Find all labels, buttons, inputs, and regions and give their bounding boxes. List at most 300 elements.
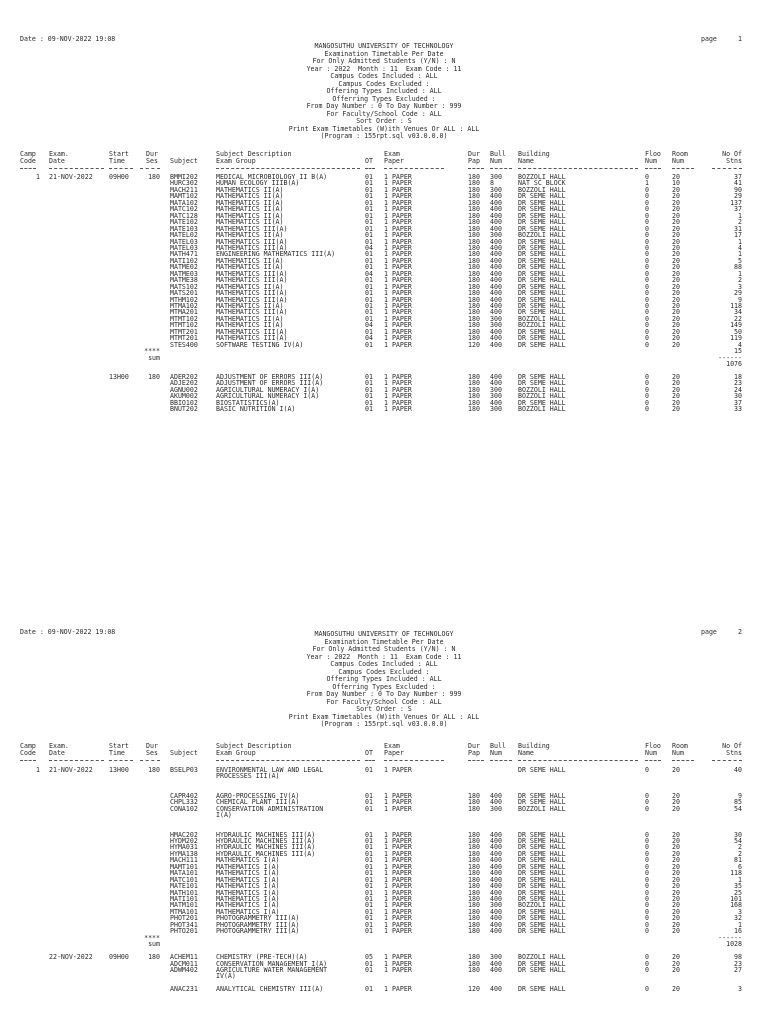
cell-floor: 0 [645,308,649,317]
cell-floor: 0 [645,243,649,252]
cell-bname: DR SEME HALL [518,192,566,201]
cell-pap: 180 [468,198,480,207]
cell-bnum: 300 [490,321,502,330]
cell-paper: 1 PAPER [384,830,412,839]
cell-bnum: 400 [490,985,502,994]
cell-ses: **** [144,933,160,942]
cell-paper: 1 PAPER [384,798,412,807]
cell-ot: 01 [365,398,373,407]
cell-bnum: 400 [490,256,502,265]
cell-floor: 0 [645,302,649,310]
cell-stns: 54 [734,836,742,845]
column-header: Time [109,749,125,757]
cell-paper: 1 PAPER [384,211,412,220]
column-header: Bull [490,742,506,750]
cell-room: 20 [672,965,680,974]
cell-pap: 180 [468,888,480,897]
header-line: Offerring Types Excluded : [332,682,436,691]
cell-floor: 0 [645,276,649,285]
cell-room: 20 [672,907,680,916]
cell-desc: HYDRAULIC MACHINES III(A) [216,843,316,852]
header-separator [384,168,444,169]
cell-paper: 1 PAPER [384,914,412,923]
cell-pap: 180 [468,327,480,336]
cell-bnum: 300 [490,185,502,194]
cell-bname: DR SEME HALL [518,198,566,207]
cell-stns: 1 [738,875,742,884]
cell-subj: ADWM402 [170,965,198,974]
cell-pap: 180 [468,372,480,381]
column-header: Paper [384,157,404,165]
header-separator [672,760,694,761]
cell-floor: 0 [645,901,649,910]
cell-desc: ENGINEERING MATHEMATICS III(A) [216,250,336,259]
cell-bnum: 400 [490,849,502,858]
cell-paper: 1 PAPER [384,901,412,910]
cell-pap: 180 [468,798,480,807]
cell-ot: 01 [365,798,373,807]
cell-floor: 0 [645,185,649,194]
cell-bname: BOZZOLI HALL [518,385,566,394]
column-header: Ses [146,157,158,165]
cell-ot: 01 [365,282,373,291]
cell-desc: MATHEMATICS III(A) [216,334,288,343]
cell-ot: 01 [365,920,373,929]
cell-desc: HYDRAULIC MACHINES III(A) [216,836,316,845]
cell-bnum: 300 [490,901,502,910]
header-separator [20,168,36,169]
cell-pap: 180 [468,211,480,220]
cell-pap: 180 [468,314,480,323]
cell-floor: 0 [645,211,649,220]
cell-room: 20 [672,205,680,214]
cell-desc: AGRICULTURE WATER MANAGEMENT [216,965,328,974]
cell-camp: 1 [36,173,40,181]
column-header: No Of [722,150,742,158]
cell-bnum: 400 [490,192,502,201]
cell-subj: ANAC231 [170,985,198,994]
cell-stns: 98 [734,953,742,962]
cell-bname: DR SEME HALL [518,914,566,923]
cell-bnum: 400 [490,237,502,246]
column-header: Subject [170,157,198,165]
cell-subj: PHTO201 [170,927,198,936]
cell-desc: MATHEMATICS III(A) [216,308,288,317]
cell-stns: 37 [734,398,742,407]
cell-floor: 0 [645,198,649,207]
cell-bnum: 400 [490,869,502,878]
cell-room: 20 [672,862,680,871]
cell-stns: 119 [730,334,742,343]
header-line: Examination Timetable Per Date [324,637,444,646]
cell-room: 20 [672,314,680,323]
cell-paper: 1 PAPER [384,379,412,388]
cell-desc: ADJUSTMENT OF ERRORS III(A) [216,379,324,388]
column-header: Ses [146,749,158,757]
cell-desc: CHEMISTRY (PRE-TECH)(A) [216,953,308,962]
cell-pap: 180 [468,392,480,401]
cell-pap: 180 [468,836,480,845]
cell-stns: 3 [738,985,742,994]
cell-paper: 1 PAPER [384,218,412,227]
cell-stns: 9 [738,295,742,304]
cell-desc: MATHEMATICS II(A) [216,231,284,240]
cell-subj: HMAC202 [170,830,198,839]
cell-floor: 0 [645,849,649,858]
header-separator [109,168,133,169]
cell-subj: BSELP03 [170,766,198,774]
cell-ot: 01 [365,198,373,207]
column-header: No Of [722,742,742,750]
cell-bnum: 400 [490,340,502,349]
header-line: Year : 2022 Month : 11 Exam Code : 11 [306,64,462,73]
column-headers [0,743,768,765]
cell-floor: 0 [645,888,649,897]
cell-floor: 0 [645,882,649,891]
cell-subj: MATE102 [170,218,198,227]
cell-room: 20 [672,856,680,865]
cell-bnum: 400 [490,334,502,343]
cell-bname: DR SEME HALL [518,276,566,285]
cell-stns: 25 [734,888,742,897]
cell-room: 20 [672,276,680,285]
cell-desc: CONSERVATION MANAGEMENT I(A) [216,959,328,968]
cell-desc: AGRICULTURAL NUMERACY I(A) [216,385,320,394]
cell-ot: 01 [365,211,373,220]
cell-pap: 180 [468,379,480,388]
column-header: Exam [384,742,400,750]
cell-bnum: 400 [490,243,502,252]
cell-bnum: 400 [490,327,502,336]
cell-bnum: 400 [490,250,502,259]
cell-subj: HYDM202 [170,836,198,845]
cell-ses: **** [144,347,160,356]
cell-desc: BIOSTATISTICS(A) [216,398,280,407]
cell-time: 09H00 [109,173,129,181]
cell-bname: DR SEME HALL [518,791,566,800]
cell-bname: DR SEME HALL [518,895,566,903]
cell-subj: MATM101 [170,901,198,910]
header-separator [49,760,104,761]
cell-bnum: 300 [490,392,502,401]
cell-date: 21-NOV-2022 [49,766,93,774]
cell-bnum: 400 [490,888,502,897]
cell-subj: MATA101 [170,869,198,878]
cell-ot: 01 [365,836,373,845]
cell-paper: 1 PAPER [384,276,412,285]
column-header: Name [518,157,534,165]
column-header: Date [49,749,65,757]
cell-subj: MATI102 [170,256,198,265]
cell-pap: 180 [468,882,480,891]
cell-subj: MTMT102 [170,314,198,323]
cell-pap: 180 [468,302,480,310]
cell-stns: 40 [734,766,742,774]
column-header: Exam [384,150,400,158]
cell-pap: 180 [468,308,480,317]
cell-stns: 118 [730,869,742,878]
cell-stns: 2 [738,849,742,858]
cell-room: 20 [672,953,680,962]
header-line: For Faculty/School Code : ALL [326,697,442,706]
cell-desc: MATHEMATICS III(A) [216,269,288,278]
column-header: Dur [468,742,480,750]
cell-ot: 01 [365,276,373,285]
header-line: For Only Admitted Students (Y/N) : N [312,57,456,65]
cell-ot: 01 [365,179,373,188]
cell-bname: DR SEME HALL [518,372,566,381]
cell-room: 10 [672,179,680,188]
cell-bname: BOZZOLI HALL [518,804,566,813]
cell-paper: 1 PAPER [384,314,412,323]
cell-stns: 18 [734,372,742,381]
column-header: Num [672,749,684,757]
cell-floor: 0 [645,953,649,962]
cell-stns: 2 [738,843,742,852]
cell-stns: 30 [734,392,742,401]
cell-subj: MTMT201 [170,327,198,336]
cell-room: 20 [672,888,680,897]
cell-stns: 15 [734,347,742,356]
column-header: Start [109,150,129,158]
cell-bname: DR SEME HALL [518,224,566,233]
cell-bname: BOZZOLI HALL [518,185,566,194]
cell-stns: 1028 [726,940,742,949]
header-line: Offering Types Included : ALL [326,87,442,95]
cell-ot: 04 [365,321,373,330]
cell-pap: 180 [468,862,480,871]
cell-bname: DR SEME HALL [518,869,566,878]
cell-pap: 180 [468,276,480,285]
cell-stns: 23 [734,379,742,388]
cell-paper: 1 PAPER [384,766,412,774]
cell-floor: 0 [645,231,649,240]
cell-ses: 180 [148,372,160,381]
cell-room: 20 [672,231,680,240]
cell-paper: 1 PAPER [384,327,412,336]
cell-floor: 0 [645,340,649,349]
cell-bname: BOZZOLI HALL [518,953,566,962]
column-header: Dur [468,150,480,158]
cell-pap: 180 [468,179,480,188]
header-line: (Program : 155rpt.sql v03.0.0.0) [320,132,448,140]
cell-bnum: 300 [490,953,502,962]
header-separator [140,760,160,761]
header-separator [468,168,484,169]
cell-ot: 01 [365,392,373,401]
cell-paper: 1 PAPER [384,302,412,310]
cell-paper: 1 PAPER [384,250,412,259]
page-label: page [701,628,717,636]
cell-subj: MTMA102 [170,302,198,310]
cell-stns: 137 [730,198,742,207]
report-header [0,43,768,141]
header-line: Year : 2022 Month : 11 Exam Code : 11 [306,652,462,661]
cell-pap: 180 [468,804,480,813]
cell-pap: 180 [468,385,480,394]
page-label: page [701,35,717,43]
cell-subj: HURC302 [170,179,198,188]
cell-ot: 01 [365,927,373,936]
cell-stns: 35 [734,882,742,891]
column-header: Pap [468,749,480,757]
cell-date: 21-NOV-2022 [49,173,93,181]
cell-bname: DR SEME HALL [518,289,566,298]
header-line: Print Exam Timetables (W)ith Venues Or ALL : ALL [288,712,480,721]
cell-desc: PHOTOGRAMMETRY III(A) [216,914,300,923]
cell-paper: 1 PAPER [384,198,412,207]
cell-desc: MATHEMATICS I(A) [216,888,280,897]
cell-bname: DR SEME HALL [518,830,566,839]
cell-bnum: 400 [490,269,502,278]
cell-stns: 5 [738,256,742,265]
cell-ot: 01 [365,289,373,298]
cell-bnum: 400 [490,282,502,291]
cell-bnum: 400 [490,205,502,214]
cell-bname: BOZZOLI HALL [518,405,566,414]
cell-desc: CHEMICAL PLANT III(A) [216,798,300,807]
cell-desc: MEDICAL MICROBIOLOGY II B(A) [216,173,328,181]
cell-pap: 180 [468,907,480,916]
header-separator [518,168,638,169]
cell-ot: 01 [365,385,373,394]
cell-paper: 1 PAPER [384,231,412,240]
cell-bnum: 300 [490,314,502,323]
cell-subj: MTHM102 [170,295,198,304]
cell-stns: 6 [738,862,742,871]
cell-stns: 2 [738,276,742,285]
cell-paper: 1 PAPER [384,836,412,845]
cell-floor: 0 [645,237,649,246]
column-header: Num [490,749,502,757]
cell-paper: 1 PAPER [384,920,412,929]
header-line: (Program : 155rpt.sql v03.0.0.0) [320,720,448,728]
cell-floor: 0 [645,804,649,813]
cell-paper: 1 PAPER [384,340,412,349]
cell-subj: MATEL02 [170,231,198,240]
cell-bnum: 400 [490,308,502,317]
cell-stns: 32 [734,914,742,923]
column-header: Subject Description [216,742,292,750]
column-header: Num [645,157,657,165]
header-separator [216,168,360,169]
cell-ot: 01 [365,875,373,884]
cell-room: 20 [672,798,680,807]
cell-subj: CHPL332 [170,798,198,807]
cell-desc: MATHEMATICS I(A) [216,869,280,878]
cell-paper: 1 PAPER [384,869,412,878]
cell-pap: 180 [468,869,480,878]
cell-room: 20 [672,334,680,343]
cell-ot: 01 [365,372,373,381]
header-separator [645,760,661,761]
cell-subj: STES400 [170,340,198,349]
column-header: Num [490,157,502,165]
cell-ot: 01 [365,185,373,194]
cell-floor: 0 [645,269,649,278]
cell-bname: DR SEME HALL [518,862,566,871]
cell-room: 20 [672,263,680,272]
cell-paper: 1 PAPER [384,205,412,214]
cell-room: 20 [672,250,680,259]
cell-subj: MATH471 [170,250,198,259]
cell-room: 20 [672,959,680,968]
cell-room: 20 [672,321,680,330]
cell-bnum: 400 [490,295,502,304]
header-separator [216,760,360,761]
cell-desc: HYDRAULIC MACHINES III(A) [216,849,316,858]
cell-ot: 01 [365,849,373,858]
cell-subj: MATC102 [170,205,198,214]
cell-paper: 1 PAPER [384,392,412,401]
cell-ot: 01 [365,959,373,968]
cell-bname: DR SEME HALL [518,398,566,407]
cell-desc: MATHEMATICS I(A) [216,856,280,865]
cell-pap: 180 [468,875,480,884]
cell-paper: 1 PAPER [384,192,412,201]
cell-bnum: 400 [490,791,502,800]
cell-floor: 0 [645,205,649,214]
cell-desc: PHOTOGRAMMETRY III(A) [216,920,300,929]
cell-floor: 0 [645,379,649,388]
cell-floor: 0 [645,314,649,323]
cell-paper: 1 PAPER [384,398,412,407]
cell-pap: 180 [468,953,480,962]
cell-ot: 04 [365,269,373,278]
cell-bname: DR SEME HALL [518,243,566,252]
cell-time: 13H00 [109,766,129,774]
cell-bname: BOZZOLI HALL [518,901,566,910]
cell-ses: sum [148,940,160,949]
cell-bname: DR SEME HALL [518,308,566,317]
cell-bnum: 400 [490,927,502,936]
cell-bnum: 400 [490,856,502,865]
cell-desc: MATHEMATICS I(A) [216,895,280,903]
cell-pap: 180 [468,205,480,214]
cell-paper: 1 PAPER [384,334,412,343]
cell-paper: 1 PAPER [384,791,412,800]
cell-ot: 01 [365,263,373,272]
cell-desc: MATHEMATICS II(A) [216,198,284,207]
table-row [0,986,768,993]
cell-bnum: 400 [490,198,502,207]
cell-subj: MATEL03 [170,243,198,252]
cell-desc: MATHEMATICS I(A) [216,875,280,884]
cell-bname: DR SEME HALL [518,766,566,774]
cell-room: 20 [672,901,680,910]
cell-desc: MATHEMATICS I(A) [216,882,280,891]
cell-ot: 01 [365,205,373,214]
cell-floor: 0 [645,289,649,298]
cell-bnum: 400 [490,882,502,891]
header-separator [712,760,742,761]
cell-pap: 180 [468,192,480,201]
cell-subj: ADCM011 [170,959,198,968]
cell-room: 20 [672,985,680,994]
cell-desc: MATHEMATICS I(A) [216,862,280,871]
cell-bnum: 400 [490,302,502,310]
column-header: Floo [645,742,661,750]
cell-subj: MATH101 [170,888,198,897]
cell-desc: MATHEMATICS III(A) [216,243,288,252]
header-separator [518,760,638,761]
cell-pap: 180 [468,269,480,278]
cell-pap: 180 [468,321,480,330]
cell-bname: BOZZOLI HALL [518,314,566,323]
cell-room: 20 [672,804,680,813]
cell-stns: 149 [730,321,742,330]
cell-ot: 04 [365,334,373,343]
